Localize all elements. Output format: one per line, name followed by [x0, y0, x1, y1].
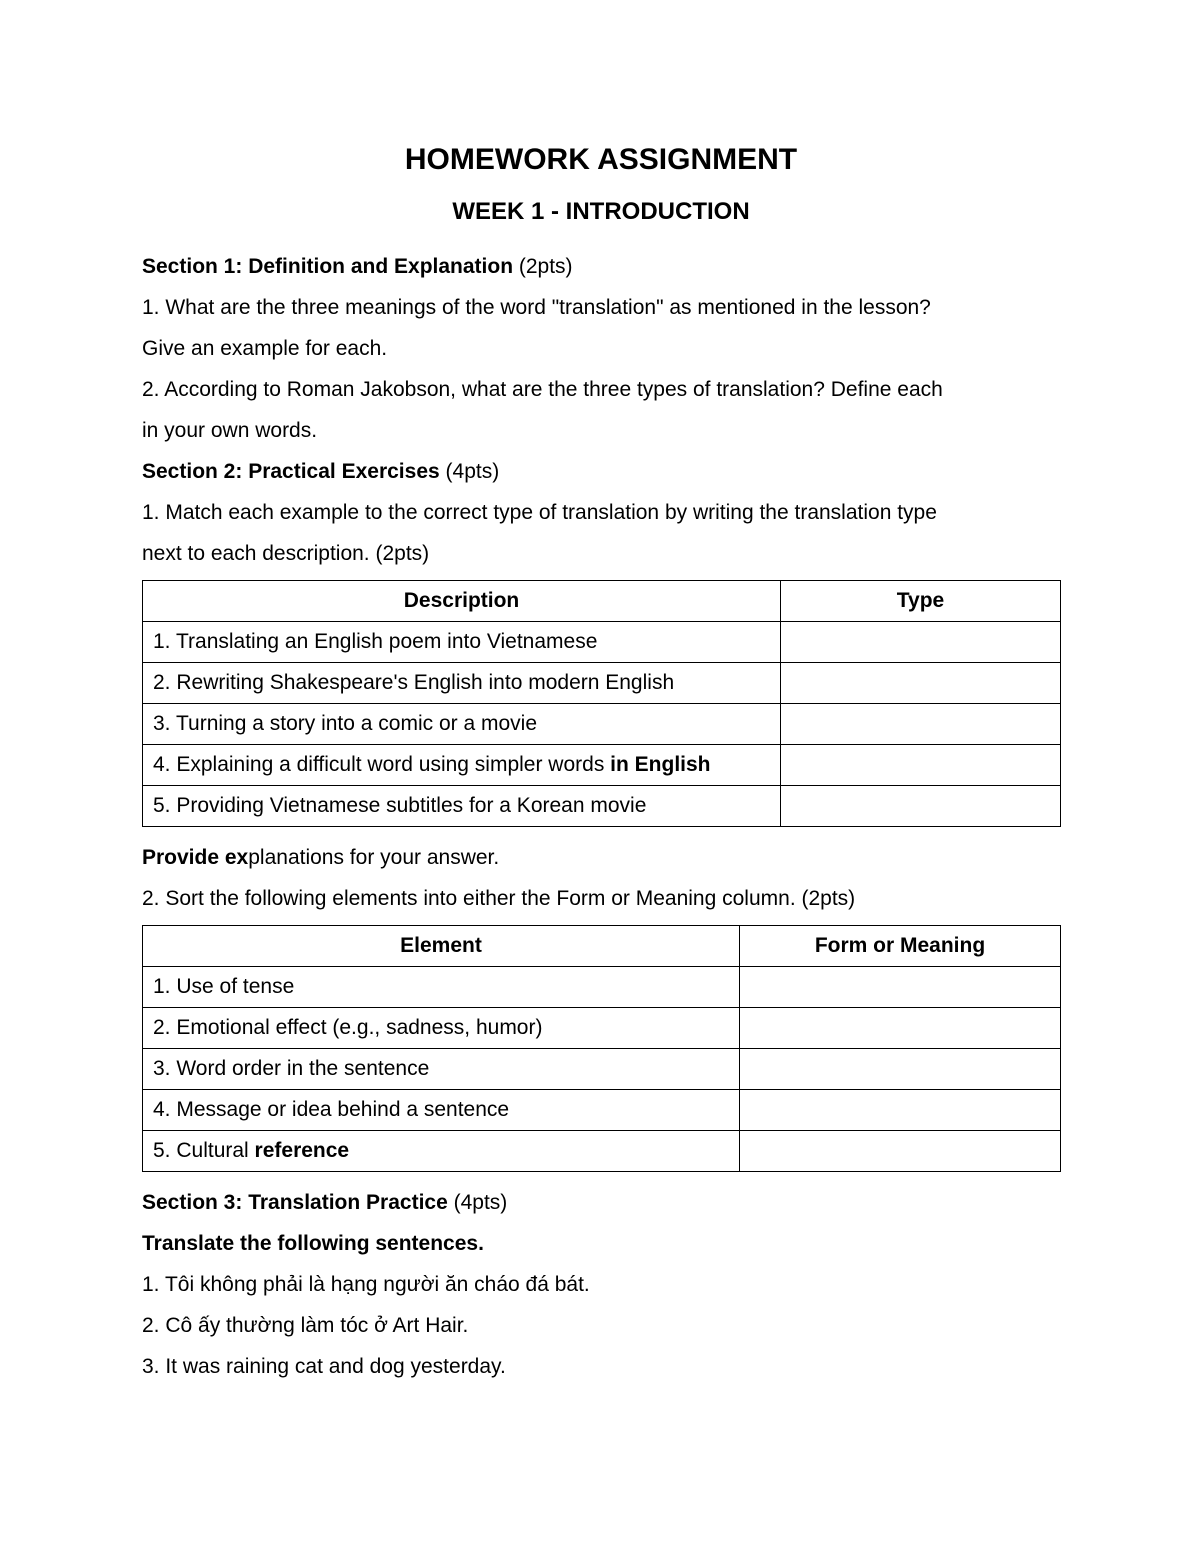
exercise-2-line: 2. Sort the following elements into either the Form or Meaning column. (2pts): [142, 887, 856, 910]
section-3-title: Section 3: Translation Practice: [142, 1191, 448, 1214]
form-meaning-answer-cell[interactable]: [740, 1049, 1061, 1090]
section-3-heading: [142, 1182, 1060, 1223]
section-2-heading: [142, 451, 1060, 492]
section-3-points: (4pts): [453, 1191, 508, 1214]
element-column-header: Element: [143, 926, 740, 967]
type-column-header: Type: [781, 581, 1061, 622]
description-cell: 3. Turning a story into a comic or a movie: [143, 704, 781, 745]
table-row: [143, 786, 1061, 827]
sentence-3: 3. It was raining cat and dog yesterday.: [142, 1355, 506, 1378]
section-2-points: (4pts): [445, 460, 500, 483]
table-row: [143, 704, 1061, 745]
table-row: [143, 663, 1061, 704]
description-cell: 4. Explaining a difficult word using simpler words in English: [143, 745, 781, 786]
element-cell: 3. Word order in the sentence: [143, 1049, 740, 1090]
table-row: [143, 967, 1061, 1008]
description-cell: 1. Translating an English poem into Vietnamese: [143, 622, 781, 663]
type-answer-cell[interactable]: [781, 704, 1061, 745]
section-3-instruction: Translate the following sentences.: [142, 1232, 484, 1255]
description-cell: 2. Rewriting Shakespeare's English into modern English: [143, 663, 781, 704]
element-cell: 4. Message or idea behind a sentence: [143, 1090, 740, 1131]
form-meaning-answer-cell[interactable]: [740, 1008, 1061, 1049]
sentence-1: 1. Tôi không phải là hạng người ăn cháo đá bát.: [142, 1273, 590, 1296]
form-meaning-answer-cell[interactable]: [740, 967, 1061, 1008]
table-header-row: [143, 926, 1061, 967]
table-row: [143, 1008, 1061, 1049]
type-answer-cell[interactable]: [781, 622, 1061, 663]
exercise-1-line-2: next to each description. (2pts): [142, 542, 430, 565]
document-subtitle: WEEK 1 - INTRODUCTION: [452, 198, 750, 225]
table-row: [143, 1090, 1061, 1131]
section-1-question-2-line-2: in your own words.: [142, 419, 318, 442]
type-answer-cell[interactable]: [781, 786, 1061, 827]
form-meaning-answer-cell[interactable]: [740, 1090, 1061, 1131]
element-cell: 1. Use of tense: [143, 967, 740, 1008]
element-cell: 5. Cultural reference: [143, 1131, 740, 1172]
table-header-row: [143, 581, 1061, 622]
form-or-meaning-column-header: Form or Meaning: [740, 926, 1061, 967]
section-1-title: Section 1: Definition and Explanation: [142, 255, 514, 278]
translation-type-table: [142, 580, 1061, 827]
form-meaning-table: [142, 925, 1061, 1172]
section-2-title: Section 2: Practical Exercises: [142, 460, 440, 483]
sentence-2: 2. Cô ấy thường làm tóc ở Art Hair.: [142, 1314, 469, 1337]
section-1-question-1-line-2: Give an example for each.: [142, 337, 388, 360]
type-answer-cell[interactable]: [781, 745, 1061, 786]
section-1-question-2-line-1: 2. According to Roman Jakobson, what are the three types of translation? Define each: [142, 378, 943, 401]
table-row: [143, 622, 1061, 663]
element-cell: 2. Emotional effect (e.g., sadness, humor): [143, 1008, 740, 1049]
description-column-header: Description: [143, 581, 781, 622]
table-row: [143, 1049, 1061, 1090]
section-1-question-1-line-1: 1. What are the three meanings of the word "translation" as mentioned in the lesson?: [142, 296, 931, 319]
description-cell: 5. Providing Vietnamese subtitles for a Korean movie: [143, 786, 781, 827]
type-answer-cell[interactable]: [781, 663, 1061, 704]
table-row: [143, 1131, 1061, 1172]
form-meaning-answer-cell[interactable]: [740, 1131, 1061, 1172]
section-1-heading: [142, 246, 1060, 287]
document-title: HOMEWORK ASSIGNMENT: [404, 143, 798, 176]
table-row: [143, 745, 1061, 786]
document-page: [142, 140, 1060, 1387]
explanation-prompt: Provide explanations for your answer.: [142, 846, 500, 869]
section-1-points: (2pts): [518, 255, 573, 278]
exercise-1-line-1: 1. Match each example to the correct type of translation by writing the translation type: [142, 501, 937, 524]
